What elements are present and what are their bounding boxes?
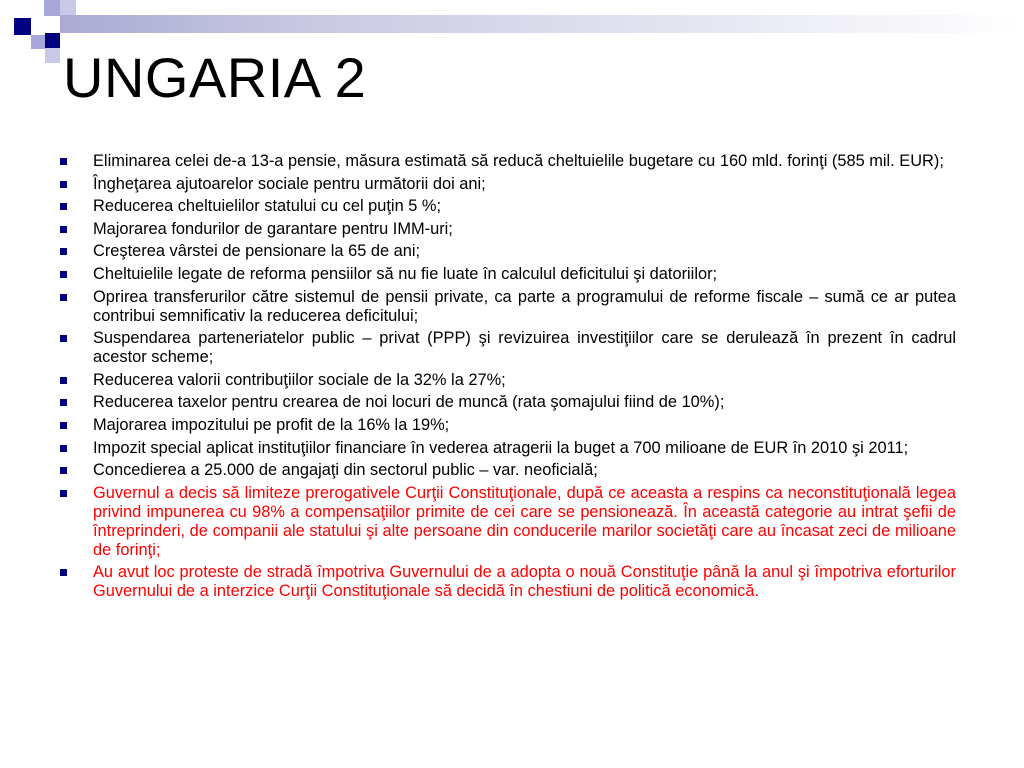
bullet-list <box>60 152 956 605</box>
bullet-text: Au avut loc proteste de stradă împotriva Guvernului de a adopta o nouă Constituţie până la anul şi împotriva eforturilor Guvernului de a interzice Curţii Constituţionale să decidă în chestiuni de politică economică. <box>93 563 956 601</box>
bullet-text: Reducerea taxelor pentru crearea de noi locuri de muncă (rata şomajului fiind de 10%); <box>93 393 725 412</box>
slide-title: UNGARIA 2 <box>63 46 367 109</box>
deco-square-light <box>60 0 76 15</box>
bullet-item <box>60 563 956 601</box>
bullet-item <box>60 484 956 560</box>
bullet-item <box>60 288 956 326</box>
bullet-item <box>60 175 956 194</box>
bullet-text: Creşterea vârstei de pensionare la 65 de ani; <box>93 242 421 261</box>
square-bullet-icon <box>60 445 67 452</box>
bullet-text: Concedierea a 25.000 de angajaţi din sectorul public – var. neoficială; <box>93 461 598 480</box>
bullet-text: Oprirea transferurilor către sistemul de pensii private, ca parte a programului de reforme fiscale – sumă ce ar putea contribui semnificativ la reducerea deficitului; <box>93 287 956 325</box>
bullet-item <box>60 265 956 284</box>
bullet-text: Reducerea valorii contribuţiilor sociale de la 32% la 27%; <box>93 370 506 389</box>
header-gradient-bar <box>60 15 1024 33</box>
bullet-text: Guvernul a decis să limiteze prerogativele Curţii Constituţionale, după ce aceasta a respins ca neconstituţională legea privind impunerea cu 98% a compensaţiilor primite de cei care se pensionează. În această categorie au intrat şefii de întreprinderi, de companii ale statului şi alte persoane din conducerile marilor societăţi care au încasat zeci de milioane de forinţi; <box>93 483 956 559</box>
bullet-item <box>60 329 956 367</box>
deco-square-light <box>44 0 61 16</box>
bullet-item <box>60 152 956 171</box>
deco-square-dark <box>14 18 31 35</box>
bullet-text: Suspendarea parteneriatelor public – privat (PPP) şi revizuirea investiţiilor care se derulează în prezent în cadrul acestor scheme; <box>93 329 956 367</box>
square-bullet-icon <box>60 490 67 497</box>
deco-square-light <box>45 48 60 63</box>
bullet-item <box>60 242 956 261</box>
square-bullet-icon <box>60 226 67 233</box>
square-bullet-icon <box>60 271 67 278</box>
bullet-text: Îngheţarea ajutoarelor sociale pentru următorii doi ani; <box>93 174 486 193</box>
square-bullet-icon <box>60 335 67 342</box>
bullet-item <box>60 461 956 480</box>
bullet-text: Reducerea cheltuielilor statului cu cel puţin 5 %; <box>93 197 442 216</box>
square-bullet-icon <box>60 181 67 188</box>
square-bullet-icon <box>60 569 67 576</box>
bullet-item <box>60 371 956 390</box>
bullet-text: Majorarea fondurilor de garantare pentru IMM-uri; <box>93 219 453 238</box>
bullet-item <box>60 393 956 412</box>
square-bullet-icon <box>60 467 67 474</box>
square-bullet-icon <box>60 377 67 384</box>
square-bullet-icon <box>60 399 67 406</box>
bullet-item <box>60 197 956 216</box>
deco-square-dark <box>45 33 60 48</box>
square-bullet-icon <box>60 203 67 210</box>
bullet-text: Eliminarea celei de-a 13-a pensie, măsura estimată să reducă cheltuielile bugetare cu 160 mld. forinţi (585 mil. EUR); <box>93 152 944 170</box>
bullet-text: Majorarea impozitului pe profit de la 16% la 19%; <box>93 415 450 434</box>
square-bullet-icon <box>60 248 67 255</box>
bullet-item <box>60 416 956 435</box>
bullet-item <box>60 439 956 458</box>
bullet-text: Cheltuielile legate de reforma pensiilor să nu fie luate în calculul deficitului şi datoriilor; <box>93 264 718 283</box>
bullet-text: Impozit special aplicat instituţiilor financiare în vederea atragerii la buget a 700 milioane de EUR în 2010 şi 2011; <box>93 438 909 457</box>
square-bullet-icon <box>60 422 67 429</box>
deco-square-light <box>31 35 45 49</box>
square-bullet-icon <box>60 158 67 165</box>
bullet-item <box>60 220 956 239</box>
square-bullet-icon <box>60 294 67 301</box>
